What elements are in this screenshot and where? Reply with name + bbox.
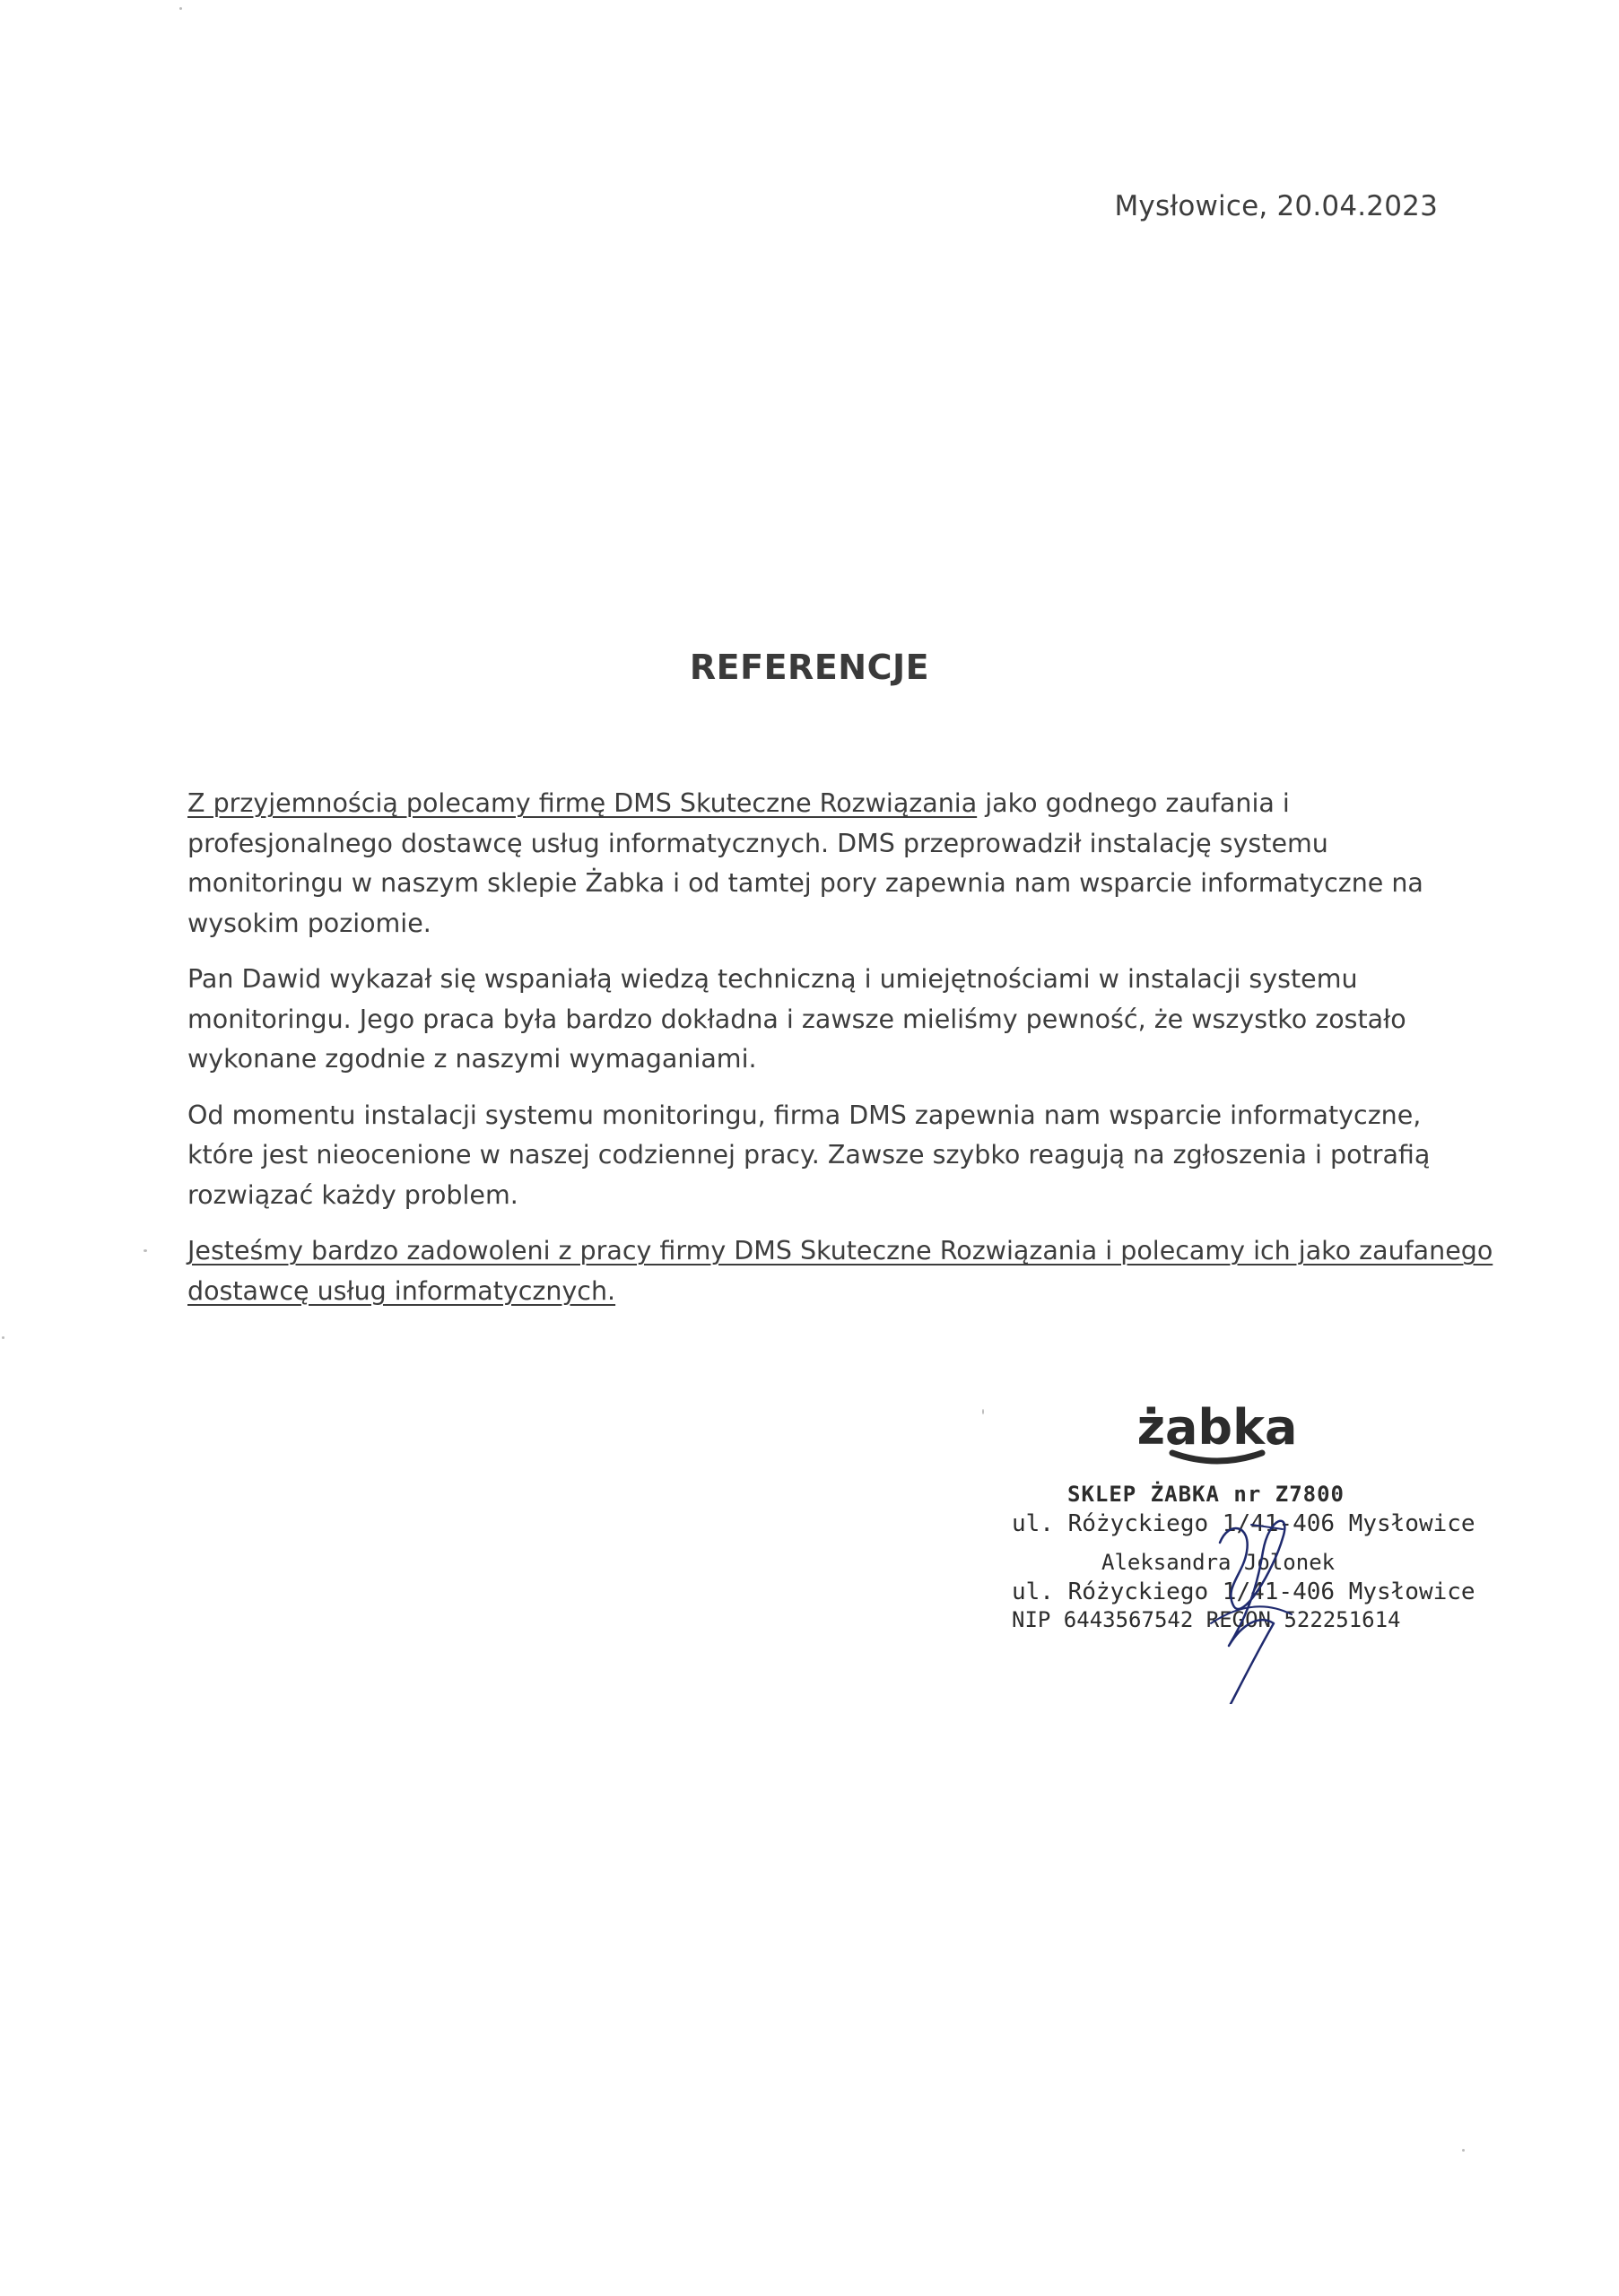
line-text: profesjonalnego dostawcę usług informatycznych. DMS przeprowadził instalację systemu — [187, 828, 1328, 858]
underlined-text: dostawcę usług informatycznych. — [187, 1275, 616, 1306]
stamp-store-name: SKLEP ŻABKA nr Z7800 — [1067, 1482, 1345, 1507]
stamp-address-2: ul. Różyckiego 1/41-406 Mysłowice — [1012, 1578, 1475, 1605]
stamp-tax-ids: NIP 6443567542 REGON 522251614 — [1012, 1607, 1401, 1632]
text-line — [187, 1000, 1443, 1040]
paragraph-1 — [187, 784, 1443, 944]
scan-speck — [2, 1336, 4, 1339]
line-text: monitoringu w naszym sklepie Żabka i od tamtej pory zapewnia nam wsparcie informatyczne na — [187, 868, 1423, 898]
text-line — [187, 1272, 1443, 1312]
underlined-text: Jesteśmy bardzo zadowoleni z pracy firmy DMS Skuteczne Rozwiązania i polecamy ich jako zaufanego — [187, 1236, 1493, 1265]
scan-speck — [1462, 2149, 1465, 2152]
text-line — [187, 1096, 1443, 1136]
paragraph-4 — [187, 1231, 1493, 1311]
letter-body — [187, 784, 1493, 1327]
stamp-address: ul. Różyckiego 1/41-406 Mysłowice — [1012, 1510, 1475, 1537]
text-line — [187, 1039, 1443, 1080]
line-text: Pan Dawid wykazał się wspaniałą wiedzą techniczną i umiejętnościami w instalacji systemu — [187, 964, 1358, 994]
paragraph-3 — [187, 1096, 1443, 1216]
zabka-logo — [1132, 1399, 1302, 1469]
line-text: jako godnego zaufania i — [977, 788, 1290, 818]
text-line — [187, 864, 1443, 904]
line-text: wykonane zgodnie z naszymi wymaganiami. — [187, 1044, 757, 1074]
paragraph-2 — [187, 960, 1443, 1080]
scan-speck — [982, 1409, 984, 1414]
svg-text:żabka: żabka — [1136, 1399, 1298, 1456]
text-line — [187, 904, 1443, 944]
text-line — [187, 1135, 1443, 1176]
scan-speck — [179, 7, 182, 10]
text-line — [187, 1176, 1443, 1216]
line-text: Od momentu instalacji systemu monitoringu, firma DMS zapewnia nam wsparcie informatyczne, — [187, 1100, 1422, 1130]
text-line — [187, 784, 1443, 824]
scan-speck — [144, 1249, 147, 1252]
line-text: rozwiązać każdy problem. — [187, 1179, 518, 1210]
stamp-owner: Aleksandra Jolonek — [1101, 1550, 1336, 1575]
line-text: monitoringu. Jego praca była bardzo dokładna i zawsze mieliśmy pewność, że wszystko zostało — [187, 1004, 1406, 1034]
place-date: Mysłowice, 20.04.2023 — [1114, 190, 1438, 222]
underlined-text: Z przyjemnością polecamy firmę DMS Skuteczne Rozwiązania — [187, 788, 978, 818]
line-text: które jest nieocenione w naszej codziennej pracy. Zawsze szybko reagują na zgłoszenia i potrafią — [187, 1140, 1431, 1170]
line-text: wysokim poziomie. — [187, 908, 431, 938]
text-line — [187, 1231, 1493, 1272]
page-title: REFERENCJE — [689, 648, 930, 687]
company-stamp — [1005, 1399, 1475, 1704]
text-line — [187, 824, 1443, 865]
text-line — [187, 960, 1443, 1000]
